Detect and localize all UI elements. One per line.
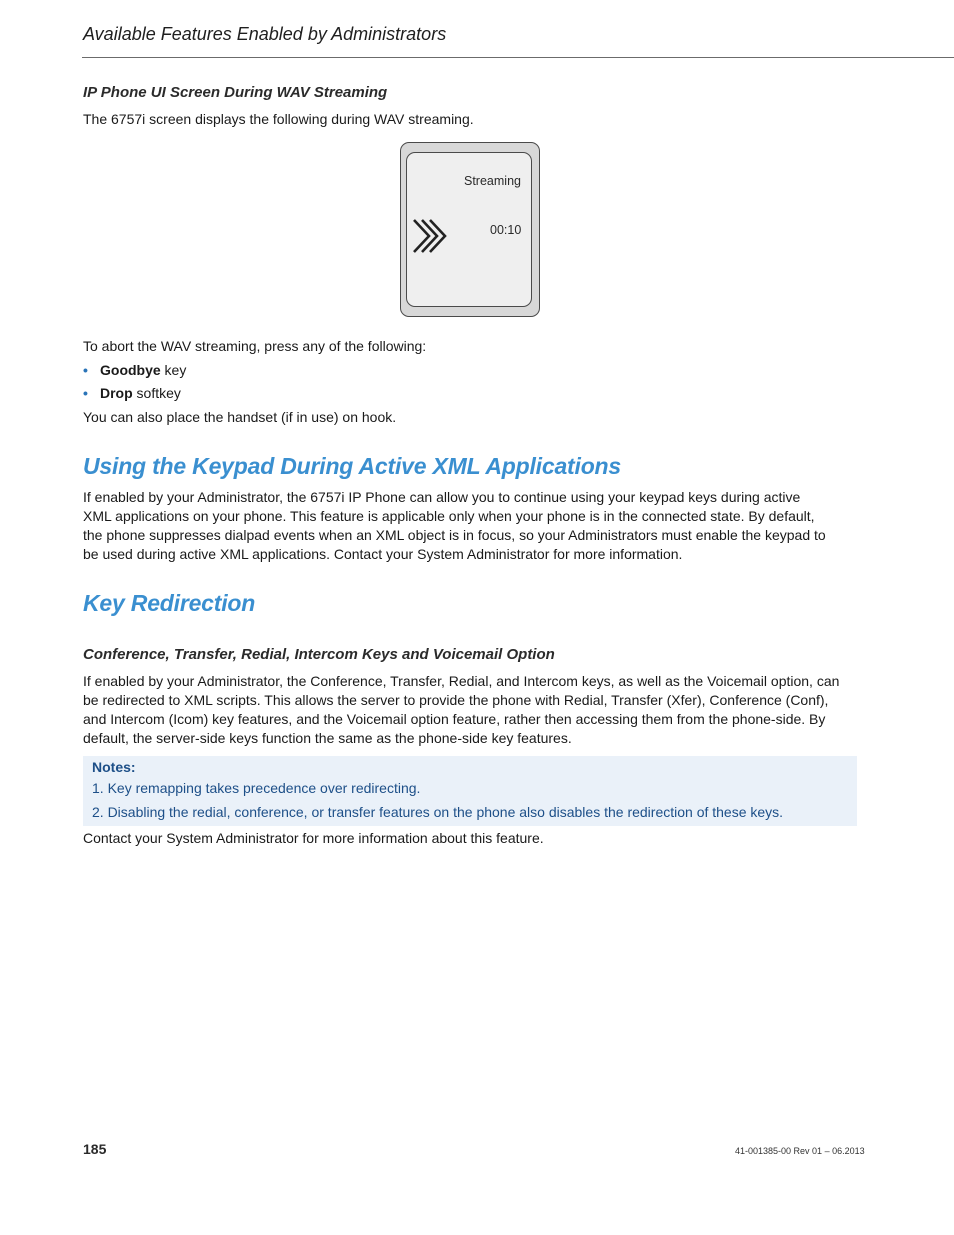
page-number: 185 <box>83 1141 107 1157</box>
bullet-rest: softkey <box>132 385 181 401</box>
keypad-heading: Using the Keypad During Active XML Applications <box>83 453 621 479</box>
key-redirection-heading: Key Redirection <box>83 590 256 616</box>
handset-note: You can also place the handset (if in use) on hook. <box>83 409 397 425</box>
bullet-bold: Drop <box>100 385 133 401</box>
note-item: 2. Disabling the redial, conference, or transfer features on the phone also disables the redirection of these keys. <box>92 804 784 820</box>
wav-subheading: IP Phone UI Screen During WAV Streaming <box>83 84 388 101</box>
wav-intro: The 6757i screen displays the following during WAV streaming. <box>83 111 474 127</box>
paragraph-line: default, the server-side keys function the same as the phone-side key features. <box>83 730 572 746</box>
stream-timer: 00:10 <box>490 223 522 237</box>
paragraph-line: If enabled by your Administrator, the 6757i IP Phone can allow you to continue using your keypad keys during active <box>83 489 801 505</box>
stream-chevrons-icon <box>412 218 450 254</box>
paragraph-line: the phone suppresses dialpad events when an XML object is in focus, so your Administrators must enable the keypad to <box>83 527 826 543</box>
bullet-icon: • <box>83 385 88 401</box>
bullet-rest: key <box>160 362 187 378</box>
streaming-label: Streaming <box>464 174 521 188</box>
redirection-paragraph <box>83 672 839 748</box>
bullet-bold: Goodbye <box>100 362 161 378</box>
running-header: Available Features Enabled by Administrators <box>83 24 447 44</box>
bullet-item-goodbye <box>83 361 187 380</box>
header-divider <box>82 57 954 58</box>
paragraph-line: XML applications on your phone. This feature is applicable only when your phone is in the connected state. By default, <box>83 508 815 524</box>
paragraph-line: If enabled by your Administrator, the Conference, Transfer, Redial, and Intercom keys, as well as the Voicemail option, can <box>83 673 840 689</box>
bullet-icon: • <box>83 362 88 378</box>
paragraph-line: be redirected to XML scripts. This allows the server to provide the phone with Redial, Transfer (Xfer), Conference (Conf), <box>83 692 829 708</box>
abort-instructions: To abort the WAV streaming, press any of the following: <box>83 338 427 354</box>
note-item: 1. Key remapping takes precedence over redirecting. <box>92 780 421 796</box>
closing-text: Contact your System Administrator for more information about this feature. <box>83 830 544 846</box>
paragraph-line: be used during active XML applications. Contact your System Administrator for more information. <box>83 546 683 562</box>
notes-title: Notes: <box>92 759 136 775</box>
keypad-paragraph <box>83 488 826 564</box>
document-id: 41-001385-00 Rev 01 – 06.2013 <box>735 1146 865 1156</box>
paragraph-line: and Intercom (Icom) key features, and the Voicemail option feature, rather then accessing them from the phone-side. By <box>83 711 826 727</box>
bullet-item-drop <box>83 384 181 403</box>
redirection-subheading: Conference, Transfer, Redial, Intercom Keys and Voicemail Option <box>83 646 555 663</box>
